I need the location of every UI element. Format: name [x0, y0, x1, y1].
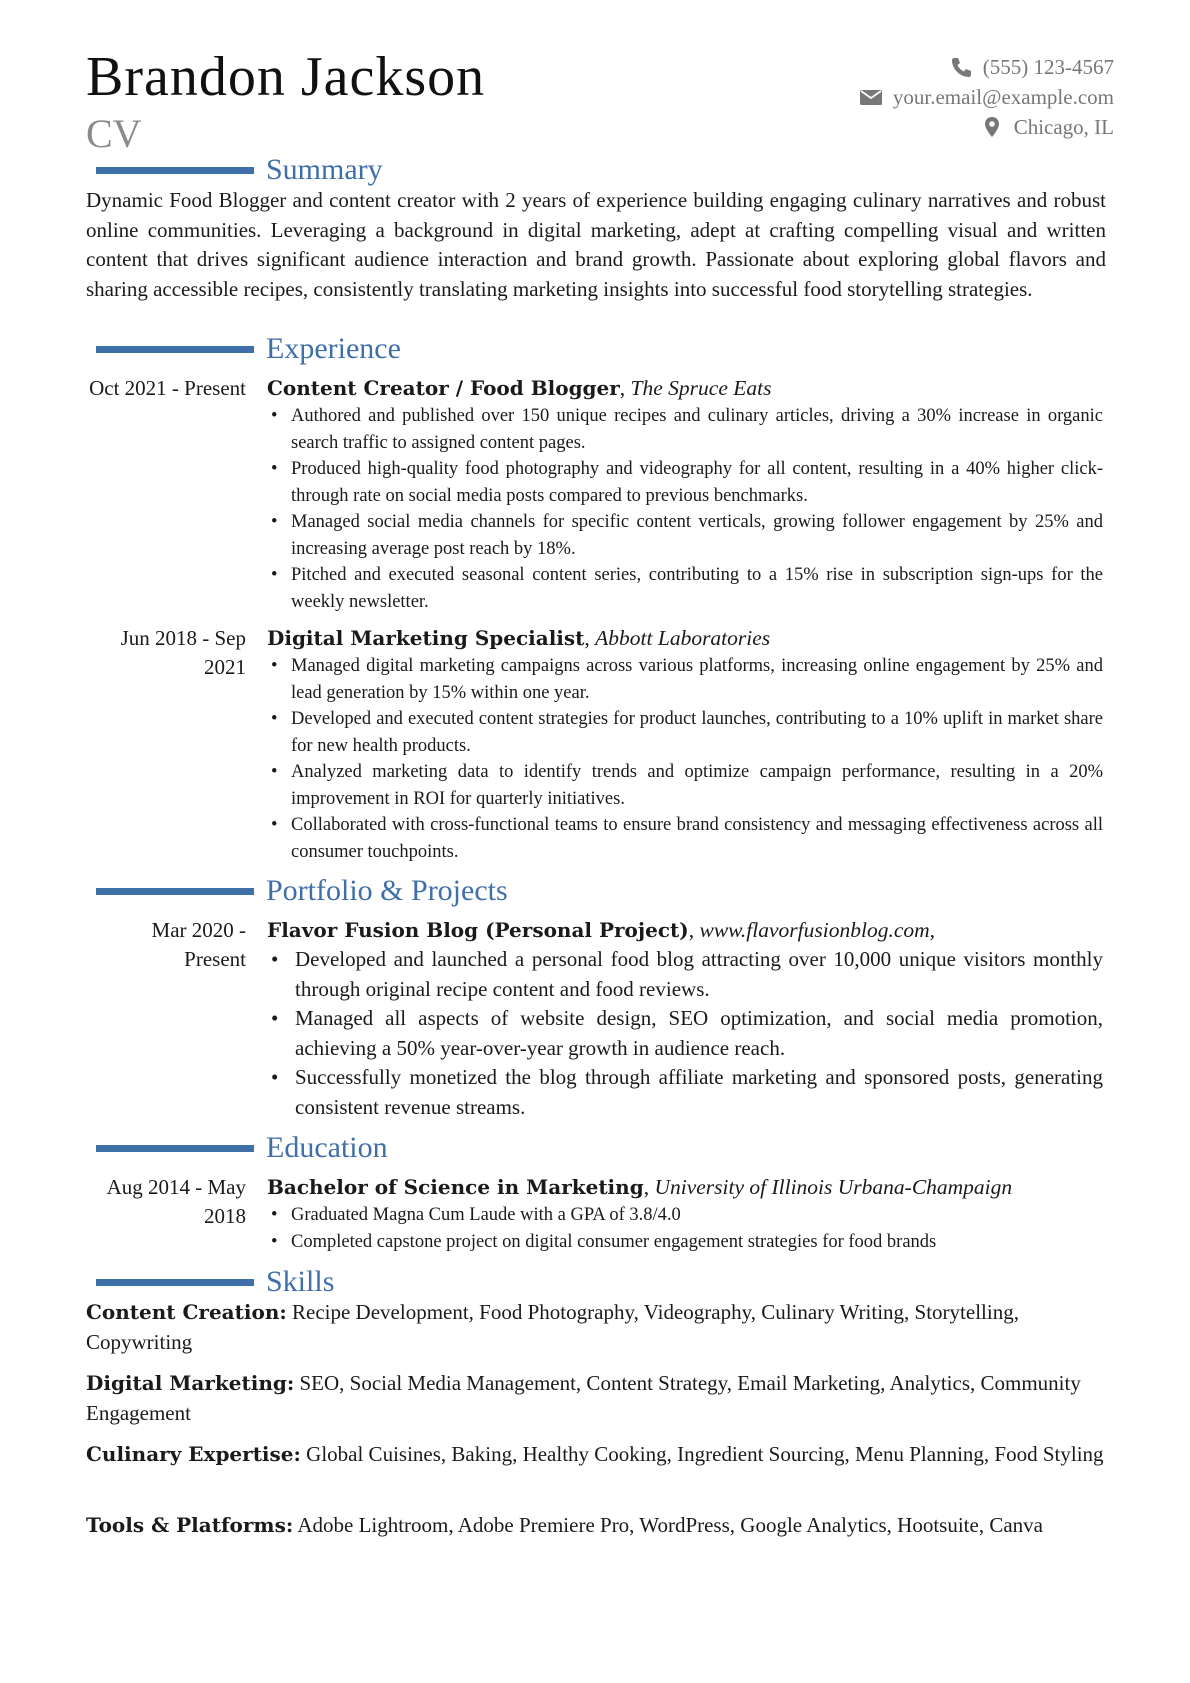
- bullet-item: • Authored and published over 150 unique recipes and culinary articles, driving a 30% increase in organic search traffic to assigned content pages.: [267, 403, 1103, 456]
- entry-website-link[interactable]: www.flavorfusionblog.com,: [699, 918, 936, 942]
- skill-label: Culinary Expertise:: [86, 1442, 301, 1466]
- bullet-item: • Produced high-quality food photography and videography for all content, resulting in a 40% higher click-through rate on social media posts compared to previous benchmarks.: [267, 456, 1103, 509]
- bullet-item: • Managed digital marketing campaigns across various platforms, increasing online engagement by 25% and lead generation by 15% within one year.: [267, 653, 1103, 706]
- contact-location-text: Chicago, IL: [1013, 114, 1114, 139]
- section-title: Experience: [266, 332, 401, 365]
- skill-group: [86, 1369, 1106, 1428]
- section-title: Skills: [266, 1265, 335, 1298]
- entry-institution: University of Illinois Urbana-Champaign: [654, 1175, 1013, 1199]
- map-pin-icon: [980, 116, 1004, 138]
- bullet-item: • Completed capstone project on digital consumer engagement strategies for food brands: [267, 1229, 1103, 1256]
- skill-values: Adobe Lightroom, Adobe Premiere Pro, WordPress, Google Analytics, Hootsuite, Canva: [297, 1513, 1043, 1537]
- entry-heading: Bachelor of Science in Marketing, University of Illinois Urbana-Champaign: [267, 1175, 1013, 1199]
- entry-bullets: [267, 403, 1103, 615]
- skill-values: SEO, Social Media Management, Content Strategy, Email Marketing, Analytics, Community Engagement: [86, 1371, 1081, 1425]
- entry-degree: Bachelor of Science in Marketing: [267, 1175, 644, 1199]
- entry-body: [267, 916, 1103, 1122]
- entry-bullets: [267, 945, 1103, 1122]
- entry-organization: The Spruce Eats: [630, 376, 772, 400]
- skill-values: Global Cuisines, Baking, Healthy Cooking, Ingredient Sourcing, Menu Planning, Food Styling: [306, 1442, 1104, 1466]
- contact-block: [859, 52, 1114, 142]
- skill-group: [86, 1440, 1106, 1470]
- section-skills-heading: [96, 1262, 334, 1302]
- phone-icon: [949, 56, 973, 78]
- skill-label: Content Creation:: [86, 1300, 287, 1324]
- skill-label: Tools & Platforms:: [86, 1513, 294, 1537]
- section-divider-bar: [96, 1145, 254, 1152]
- entry-bullets: [267, 1202, 1103, 1255]
- entry-role: Flavor Fusion Blog (Personal Project): [267, 918, 689, 942]
- section-education-heading: [96, 1128, 388, 1168]
- bullet-item: • Managed social media channels for specific content verticals, growing follower engagement by 25% and increasing average post reach by 18%.: [267, 509, 1103, 562]
- section-divider-bar: [96, 1279, 254, 1286]
- skill-group: [86, 1511, 1106, 1541]
- bullet-item: • Successfully monetized the blog through affiliate marketing and sponsored posts, generating consistent revenue streams.: [267, 1063, 1103, 1122]
- summary-text: Dynamic Food Blogger and content creator with 2 years of experience building engaging culinary narratives and robust online communities. Leveraging a background in digital marketing, adept at crafting compelling visual and written content that drives significant audience interaction and brand growth. Passionate about exploring global flavors and sharing accessible recipes, consistently translating marketing insights into successful food storytelling strategies.: [86, 188, 1106, 301]
- entry-bullets: [267, 653, 1103, 865]
- section-portfolio-heading: [96, 871, 508, 911]
- contact-phone-text: (555) 123-4567: [982, 54, 1114, 79]
- entry-body: [267, 624, 1103, 865]
- section-divider-bar: [96, 167, 254, 174]
- bullet-item: • Analyzed marketing data to identify trends and optimize campaign performance, resulting in a 20% improvement in ROI for quarterly initiatives.: [267, 759, 1103, 812]
- section-title: Portfolio & Projects: [266, 874, 508, 907]
- entry-date: Mar 2020 - Present: [151, 918, 246, 971]
- bullet-item: • Managed all aspects of website design, SEO optimization, and social media promotion, achieving a 50% year-over-year growth in audience reach.: [267, 1004, 1103, 1063]
- section-title: Summary: [266, 153, 383, 186]
- section-title: Education: [266, 1131, 388, 1164]
- entry-date: Aug 2014 - May 2018: [106, 1175, 246, 1228]
- section-summary-heading: [96, 150, 383, 190]
- bullet-item: • Developed and executed content strategies for product launches, contributing to a 10% uplift in market share for new health products.: [267, 706, 1103, 759]
- bullet-item: • Pitched and executed seasonal content series, contributing to a 15% rise in subscription sign-ups for the weekly newsletter.: [267, 562, 1103, 615]
- skill-label: Digital Marketing:: [86, 1371, 295, 1395]
- skill-values: Recipe Development, Food Photography, Videography, Culinary Writing, Storytelling, Copywriting: [86, 1300, 1019, 1354]
- bullet-item: • Developed and launched a personal food blog attracting over 10,000 unique visitors monthly through original recipe content and food reviews.: [267, 945, 1103, 1004]
- contact-phone: [859, 52, 1114, 82]
- entry-role: Digital Marketing Specialist: [267, 626, 585, 650]
- entry-heading: Digital Marketing Specialist, Abbott Laboratories: [267, 626, 771, 650]
- entry-body: [267, 1173, 1103, 1255]
- entry-heading: Content Creator / Food Blogger, The Spruce Eats: [267, 376, 772, 400]
- entry-date: Oct 2021 - Present: [89, 376, 246, 400]
- contact-email-text[interactable]: your.email@example.com: [892, 84, 1114, 109]
- entry-role: Content Creator / Food Blogger: [267, 376, 620, 400]
- section-divider-bar: [96, 888, 254, 895]
- contact-email[interactable]: [859, 82, 1114, 112]
- skill-group: [86, 1298, 1106, 1357]
- section-experience-heading: [96, 329, 401, 369]
- entry-body: [267, 374, 1103, 615]
- section-divider-bar: [96, 346, 254, 353]
- entry-heading: Flavor Fusion Blog (Personal Project), www.flavorfusionblog.com,: [267, 918, 936, 942]
- contact-location: [859, 112, 1114, 142]
- candidate-name: Brandon Jackson: [86, 46, 486, 108]
- envelope-icon: [859, 86, 883, 108]
- bullet-item: • Collaborated with cross-functional teams to ensure brand consistency and messaging effectiveness across all consumer touchpoints.: [267, 812, 1103, 865]
- entry-organization: Abbott Laboratories: [595, 626, 771, 650]
- bullet-item: • Graduated Magna Cum Laude with a GPA of 3.8/4.0: [267, 1202, 1103, 1229]
- entry-date: Jun 2018 - Sep 2021: [120, 626, 246, 679]
- document-subtitle: CV: [86, 111, 142, 156]
